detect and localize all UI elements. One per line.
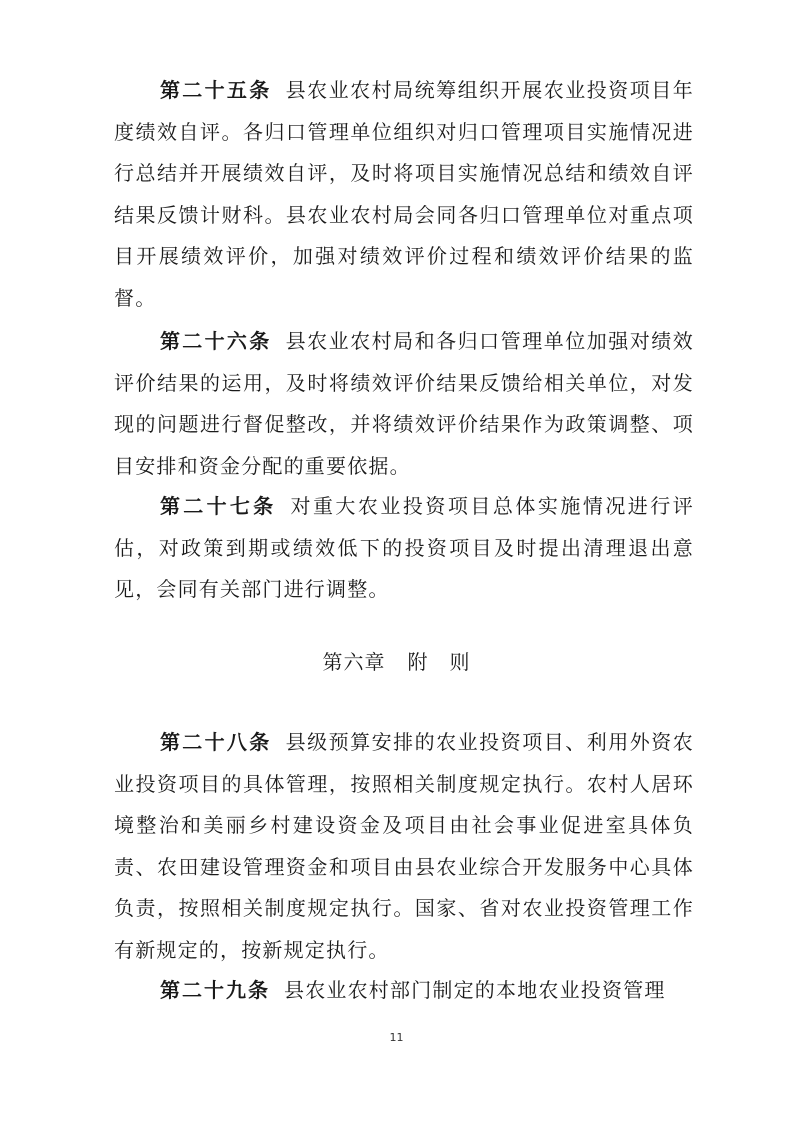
article-text: 县农业农村局统筹组织开展农业投资项目年度绩效自评。各归口管理单位组织对归口管理项目实施情况进行总结并开展绩效自评，及时将项目实施情况总结和绩效自评结果反馈计财科。县农业农村局会同各归口管理单位对重点项目开展绩效评价，加强对绩效评价过程和绩效评价结果的监督。 [114, 78, 694, 310]
chapter-heading [0, 646, 793, 675]
article-25 [114, 70, 694, 319]
article-text: 县级预算安排的农业投资项目、利用外资农业投资项目的具体管理，按照相关制度规定执行。农村人居环境整治和美丽乡村建设资金及项目由社会事业促进室具体负责、农田建设管理资金和项目由县农业综合开发服务中心具体负责，按照相关制度规定执行。国家、省对农业投资管理工作有新规定的，按新规定执行。 [114, 730, 694, 962]
article-text: 县农业农村局和各归口管理单位加强对绩效评价结果的运用，及时将绩效评价结果反馈给相关单位，对发现的问题进行督促整改，并将绩效评价结果作为政策调整、项目安排和资金分配的重要依据。 [114, 329, 694, 478]
chapter-number: 第六章 [322, 650, 386, 674]
article-29 [114, 970, 694, 1012]
article-number: 第二十六条 [160, 329, 272, 353]
chapter-title: 附 则 [407, 650, 471, 674]
article-number: 第二十九条 [160, 978, 270, 1002]
article-27 [114, 486, 694, 611]
article-28 [114, 722, 694, 971]
article-number: 第二十七条 [160, 494, 277, 518]
article-text: 县农业农村部门制定的本地农业投资管理 [284, 978, 666, 1002]
page-number: 11 [389, 1031, 404, 1044]
article-number: 第二十八条 [160, 730, 272, 754]
article-26 [114, 321, 694, 487]
article-number: 第二十五条 [160, 78, 272, 102]
article-text: 对重大农业投资项目总体实施情况进行评估，对政策到期或绩效低下的投资项目及时提出清理退出意见，会同有关部门进行调整。 [114, 494, 694, 601]
